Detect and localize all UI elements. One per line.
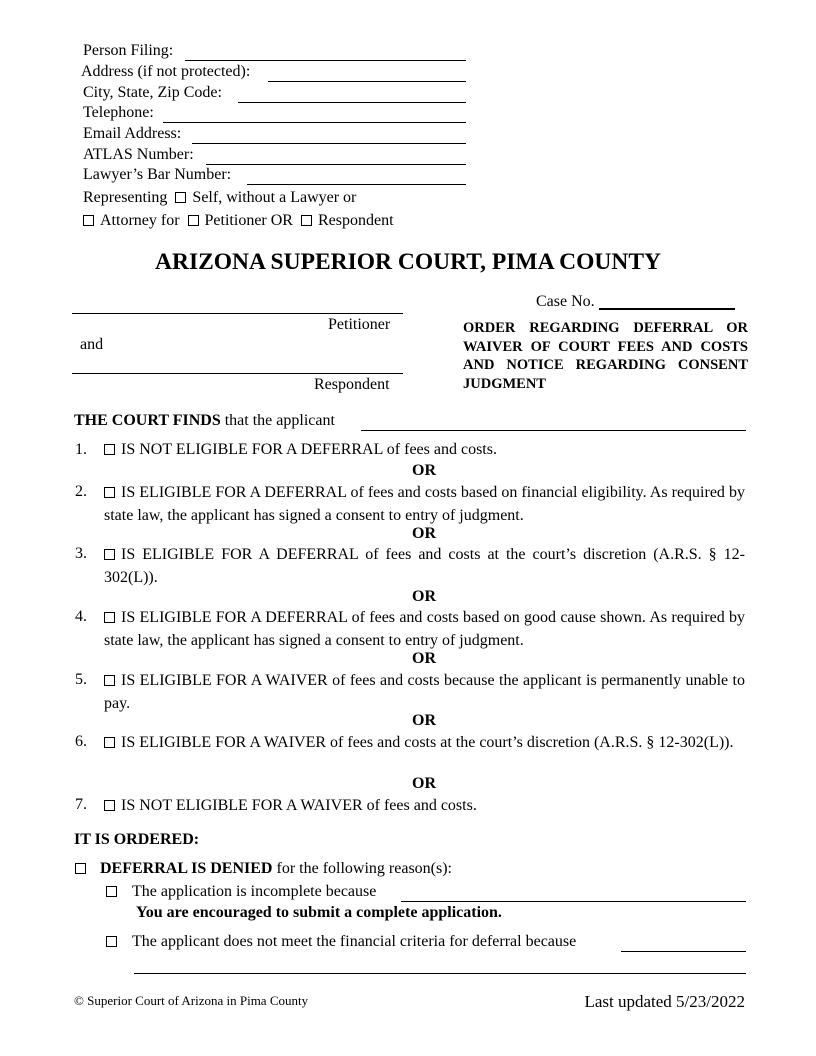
or-separator: OR: [412, 588, 436, 605]
incomplete-checkbox[interactable]: [106, 886, 117, 897]
person-filing-label: Person Filing:: [83, 42, 174, 59]
self-label: Self, without a Lawyer or: [192, 189, 357, 206]
finding-number: 6.: [75, 733, 87, 750]
finding-text: IS NOT ELIGIBLE FOR A DEFERRAL of fees and costs.: [121, 441, 497, 458]
self-checkbox[interactable]: [175, 192, 186, 203]
case-number-label: Case No.: [536, 293, 595, 310]
finding-item: [104, 795, 745, 818]
finding-number: 7.: [75, 796, 87, 813]
finding-item: [104, 607, 745, 652]
finding-checkbox[interactable]: [104, 549, 115, 560]
finding-item: [104, 544, 745, 589]
email-field[interactable]: [192, 143, 466, 144]
petitioner-or-label: Petitioner OR: [204, 212, 293, 229]
or-separator: OR: [412, 712, 436, 729]
telephone-field[interactable]: [163, 122, 466, 123]
email-label: Email Address:: [83, 125, 182, 142]
finding-text: IS ELIGIBLE FOR A DEFERRAL of fees and costs based on financial eligibility. As required by state law, the applicant has signed a consent to entry of judgment.: [104, 484, 745, 524]
encouraged-note: You are encouraged to submit a complete application.: [136, 904, 502, 921]
finding-checkbox[interactable]: [104, 737, 115, 748]
finding-text: IS ELIGIBLE FOR A WAIVER of fees and costs at the court’s discretion (A.R.S. § 12-302(L)).: [121, 734, 734, 751]
or-separator: OR: [412, 775, 436, 792]
city-label: City, State, Zip Code:: [83, 84, 222, 101]
respondent-caption-label: Respondent: [314, 376, 390, 393]
or-separator: OR: [412, 650, 436, 667]
petitioner-checkbox[interactable]: [188, 215, 199, 226]
incomplete-label: The application is incomplete because: [132, 883, 377, 900]
respondent-label: Respondent: [317, 212, 394, 229]
finding-number: 5.: [75, 671, 87, 688]
bar-number-label: Lawyer’s Bar Number:: [83, 166, 232, 183]
city-field[interactable]: [238, 102, 466, 103]
finding-item: [104, 670, 745, 715]
atlas-field[interactable]: [206, 164, 466, 165]
bar-number-field[interactable]: [247, 184, 466, 185]
finding-text: IS ELIGIBLE FOR A DEFERRAL of fees and costs based on good cause shown. As required by state law, the applicant has signed a consent to entry of judgment.: [104, 609, 745, 649]
address-label: Address (if not protected):: [81, 63, 251, 80]
finding-item: [104, 439, 745, 462]
finding-checkbox[interactable]: [104, 612, 115, 623]
finding-number: 3.: [75, 545, 87, 562]
deferral-denied-checkbox[interactable]: [75, 863, 86, 874]
applicant-name-field[interactable]: [361, 430, 746, 431]
finding-item: [104, 732, 745, 755]
deferral-denied-label: DEFERRAL IS DENIED: [100, 860, 273, 877]
court-finds-text: that the applicant: [224, 412, 335, 429]
incomplete-reason-field[interactable]: [401, 901, 746, 902]
representing-label: Representing: [83, 189, 168, 206]
telephone-label: Telephone:: [83, 104, 154, 121]
court-finds-heading: THE COURT FINDS: [74, 412, 221, 429]
and-label: and: [80, 336, 104, 353]
finding-number: 1.: [75, 441, 87, 458]
attorney-row: [83, 212, 394, 230]
finding-checkbox[interactable]: [104, 487, 115, 498]
case-number-field[interactable]: [599, 308, 735, 310]
footer-last-updated: Last updated 5/23/2022: [584, 992, 745, 1011]
respondent-checkbox[interactable]: [301, 215, 312, 226]
finding-checkbox[interactable]: [104, 800, 115, 811]
it-is-ordered-heading: IT IS ORDERED:: [74, 831, 200, 848]
petitioner-caption-label: Petitioner: [328, 316, 391, 333]
respondent-name-field[interactable]: [72, 373, 403, 374]
criteria-reason-field[interactable]: [621, 951, 746, 952]
footer-copyright: © Superior Court of Arizona in Pima County: [74, 993, 309, 1008]
attorney-checkbox[interactable]: [83, 215, 94, 226]
finding-text: IS ELIGIBLE FOR A DEFERRAL of fees and costs at the court’s discretion (A.R.S. § 12-302(L)).: [104, 546, 745, 586]
court-finds-lead: [74, 412, 335, 430]
attorney-label: Attorney for: [100, 212, 180, 229]
criteria-reason-field-2[interactable]: [134, 973, 746, 974]
criteria-label: The applicant does not meet the financial criteria for deferral because: [132, 933, 577, 950]
or-separator: OR: [412, 525, 436, 542]
finding-number: 4.: [75, 608, 87, 625]
order-title: ORDER REGARDING DEFERRAL OR WAIVER OF COURT FEES AND COSTS AND NOTICE REGARDING CONSENT JUDGMENT: [463, 320, 748, 392]
court-title: ARIZONA SUPERIOR COURT, PIMA COUNTY: [155, 249, 661, 275]
deferral-denied-row: [75, 860, 452, 878]
criteria-checkbox[interactable]: [106, 936, 117, 947]
finding-text: IS NOT ELIGIBLE FOR A WAIVER of fees and costs.: [121, 797, 477, 814]
criteria-row: [106, 933, 576, 951]
person-filing-field[interactable]: [185, 60, 466, 61]
atlas-label: ATLAS Number:: [83, 146, 194, 163]
deferral-denied-text: for the following reason(s):: [276, 860, 452, 877]
finding-item: [104, 482, 745, 527]
finding-number: 2.: [75, 483, 87, 500]
petitioner-name-field[interactable]: [72, 313, 403, 314]
finding-text: IS ELIGIBLE FOR A WAIVER of fees and costs because the applicant is permanently unable to pay.: [104, 672, 745, 712]
incomplete-row: [106, 883, 376, 901]
finding-checkbox[interactable]: [104, 444, 115, 455]
representing-row: [83, 189, 356, 207]
address-field[interactable]: [268, 81, 466, 82]
or-separator: OR: [412, 462, 436, 479]
finding-checkbox[interactable]: [104, 675, 115, 686]
